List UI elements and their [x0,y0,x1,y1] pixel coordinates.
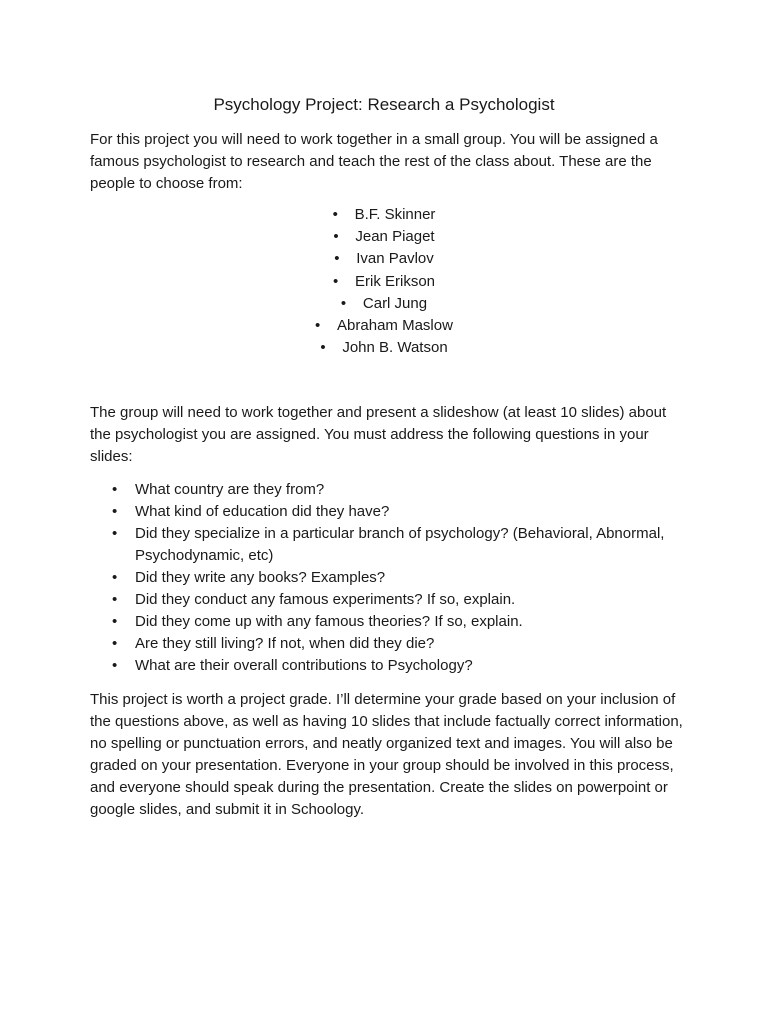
list-item [0,248,768,270]
bullet-icon: • [333,228,339,246]
bullet-icon: • [112,635,118,652]
psychologist-name: B.F. Skinner [354,206,436,223]
list-item [90,501,690,523]
question-text: What country are they from? [135,481,325,498]
bullet-icon: • [112,525,118,542]
list-item [0,271,768,293]
question-text: Are they still living? If not, when did they die? [135,635,435,652]
list-item [0,204,768,226]
bullet-icon: • [332,206,338,223]
question-text: Did they specialize in a particular branch of psychology? (Behavioral, Abnormal, Psychodynamic, etc) [135,525,665,564]
question-text: Did they conduct any famous experiments? If so, explain. [135,591,516,608]
question-text: What kind of education did they have? [135,503,390,520]
bullet-icon: • [112,657,118,674]
list-item [90,655,690,677]
question-text: Did they come up with any famous theories? If so, explain. [135,613,523,630]
list-item [90,567,690,589]
list-item [0,293,768,315]
instructions-paragraph: The group will need to work together and present a slideshow (at least 10 slides) about the psychologist you are assigned. You must address the following questions in your slides: [90,404,667,465]
psychologist-list [0,204,768,359]
document-title: Psychology Project: Research a Psychologist [213,95,555,114]
psychologist-name: Carl Jung [362,294,428,312]
bullet-icon: • [332,272,339,290]
psychologist-name: John B. Watson [342,339,448,357]
question-text: Did they write any books? Examples? [135,569,386,586]
list-item [90,589,690,611]
list-item [0,315,768,337]
bullet-icon: • [112,613,118,630]
psychologist-name: Erik Erikson [354,272,436,290]
list-item [90,633,690,655]
list-item [90,611,690,633]
psychologist-name: Ivan Pavlov [356,250,434,268]
bullet-icon: • [320,339,326,357]
bullet-icon: • [112,503,118,520]
list-item [0,226,768,248]
question-text: What are their overall contributions to Psychology? [135,657,473,674]
bullet-icon: • [340,294,347,312]
question-list [90,479,690,677]
list-item [90,523,690,567]
intro-paragraph: For this project you will need to work together in a small group. You will be assigned a famous psychologist to research and teach the rest of the class about. These are the people to choose from: [90,131,658,192]
list-item [0,337,768,359]
grading-paragraph: This project is worth a project grade. I’ll determine your grade based on your inclusion of the questions above, as well as having 10 slides that include factually correct information, no spelling or punctuation errors, and neatly organized text and images. You will also be graded on your presentation. Everyone in your group should be involved in this process, and everyone should speak during the presentation. Create the slides on powerpoint or google slides, and submit it in Schoology. [90,691,683,818]
bullet-icon: • [112,481,118,498]
list-item [90,479,690,501]
psychologist-name: Abraham Maslow [337,317,453,335]
bullet-icon: • [112,591,118,608]
bullet-icon: • [112,569,118,586]
bullet-icon: • [334,250,340,268]
bullet-icon: • [315,317,321,335]
psychologist-name: Jean Piaget [355,228,435,246]
